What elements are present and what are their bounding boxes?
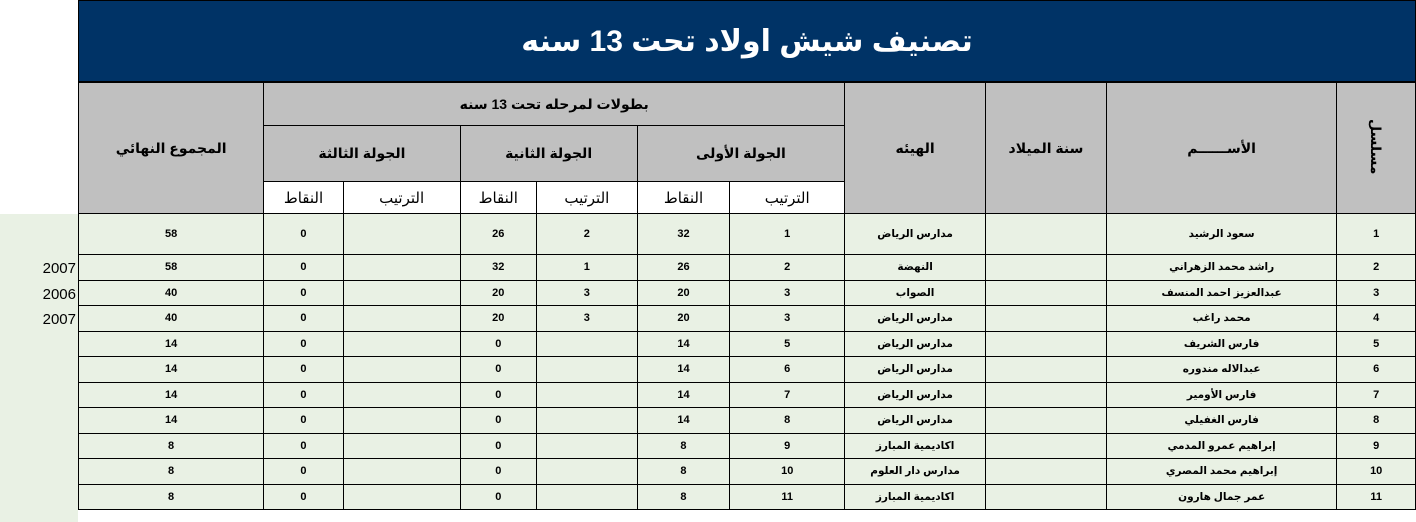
header-round2-rank[interactable]: الترتيب bbox=[537, 182, 638, 214]
side-year-cell[interactable]: 2006 bbox=[42, 285, 76, 303]
cell-birth-year[interactable] bbox=[986, 484, 1107, 510]
cell-round2-rank[interactable] bbox=[537, 331, 638, 357]
header-round3-points[interactable]: النقاط bbox=[264, 182, 344, 214]
cell-birth-year[interactable] bbox=[986, 357, 1107, 383]
cell-round2-rank[interactable] bbox=[537, 357, 638, 383]
cell-club[interactable]: مدارس دار العلوم bbox=[845, 459, 986, 485]
cell-serial[interactable]: 9 bbox=[1337, 433, 1416, 459]
header-serial-label: مسلسل bbox=[1368, 118, 1385, 175]
side-year-column bbox=[0, 256, 78, 333]
table-row bbox=[79, 484, 1416, 510]
cell-total[interactable]: 8 bbox=[79, 433, 264, 459]
table-row bbox=[79, 306, 1416, 332]
cell-club[interactable]: مدارس الرياض bbox=[845, 214, 986, 255]
cell-total[interactable]: 14 bbox=[79, 357, 264, 383]
header-serial[interactable] bbox=[1337, 83, 1416, 214]
spreadsheet bbox=[78, 0, 1416, 522]
cell-round2-points[interactable]: 32 bbox=[460, 255, 537, 281]
cell-serial[interactable]: 4 bbox=[1337, 306, 1416, 332]
cell-total[interactable]: 40 bbox=[79, 306, 264, 332]
cell-round1-rank[interactable]: 9 bbox=[730, 433, 845, 459]
cell-round3-rank[interactable] bbox=[343, 484, 460, 510]
cell-name[interactable]: عمر جمال هارون bbox=[1106, 484, 1337, 510]
cell-round3-rank[interactable] bbox=[343, 331, 460, 357]
cell-round3-rank[interactable] bbox=[343, 382, 460, 408]
header-round2-points[interactable]: النقاط bbox=[460, 182, 537, 214]
cell-serial[interactable]: 11 bbox=[1337, 484, 1416, 510]
cell-round1-rank[interactable]: 10 bbox=[730, 459, 845, 485]
ranking-table bbox=[78, 82, 1416, 510]
cell-round1-points[interactable]: 8 bbox=[637, 459, 730, 485]
cell-birth-year[interactable] bbox=[986, 280, 1107, 306]
cell-round2-points[interactable]: 0 bbox=[460, 357, 537, 383]
cell-round2-points[interactable]: 0 bbox=[460, 331, 537, 357]
header-club[interactable]: الهيئه bbox=[845, 83, 986, 214]
header-round1[interactable]: الجولة الأولى bbox=[637, 126, 844, 182]
side-year-cell[interactable]: 2007 bbox=[42, 260, 76, 277]
cell-round3-rank[interactable] bbox=[343, 408, 460, 434]
cell-round3-points[interactable]: 0 bbox=[264, 357, 344, 383]
cell-club[interactable]: مدارس الرياض bbox=[845, 408, 986, 434]
cell-round3-points[interactable]: 0 bbox=[264, 280, 344, 306]
cell-total[interactable]: 14 bbox=[79, 331, 264, 357]
cell-round2-rank[interactable] bbox=[537, 408, 638, 434]
table-row bbox=[79, 382, 1416, 408]
cell-name[interactable]: راشد محمد الزهراني bbox=[1106, 255, 1337, 281]
cell-birth-year[interactable] bbox=[986, 214, 1107, 255]
cell-birth-year[interactable] bbox=[986, 459, 1107, 485]
cell-round1-points[interactable]: 20 bbox=[637, 280, 730, 306]
cell-birth-year[interactable] bbox=[986, 331, 1107, 357]
cell-total[interactable]: 58 bbox=[79, 255, 264, 281]
cell-round2-rank[interactable]: 1 bbox=[537, 255, 638, 281]
cell-round3-rank[interactable] bbox=[343, 357, 460, 383]
cell-round2-points[interactable]: 26 bbox=[460, 214, 537, 255]
cell-serial[interactable]: 2 bbox=[1337, 255, 1416, 281]
header-round3-rank[interactable]: الترتيب bbox=[343, 182, 460, 214]
cell-round1-rank[interactable]: 2 bbox=[730, 255, 845, 281]
header-championships[interactable]: بطولات لمرحله تحت 13 سنه bbox=[264, 83, 845, 126]
cell-total[interactable]: 8 bbox=[79, 459, 264, 485]
cell-round1-points[interactable]: 26 bbox=[637, 255, 730, 281]
cell-round3-points[interactable]: 0 bbox=[264, 382, 344, 408]
cell-total[interactable]: 14 bbox=[79, 408, 264, 434]
cell-round3-rank[interactable] bbox=[343, 433, 460, 459]
cell-round1-points[interactable]: 20 bbox=[637, 306, 730, 332]
cell-birth-year[interactable] bbox=[986, 433, 1107, 459]
cell-round1-points[interactable]: 14 bbox=[637, 331, 730, 357]
cell-round3-points[interactable]: 0 bbox=[264, 408, 344, 434]
cell-round1-points[interactable]: 14 bbox=[637, 357, 730, 383]
header-round3[interactable]: الجولة الثالثة bbox=[264, 126, 460, 182]
cell-club[interactable]: مدارس الرياض bbox=[845, 357, 986, 383]
table-row bbox=[79, 357, 1416, 383]
cell-name[interactable]: إبراهيم عمرو المدمي bbox=[1106, 433, 1337, 459]
cell-serial[interactable]: 6 bbox=[1337, 357, 1416, 383]
side-year-cell[interactable]: 2007 bbox=[42, 311, 76, 328]
cell-round3-points[interactable]: 0 bbox=[264, 459, 344, 485]
cell-round1-points[interactable]: 14 bbox=[637, 408, 730, 434]
cell-serial[interactable]: 3 bbox=[1337, 280, 1416, 306]
cell-total[interactable]: 14 bbox=[79, 382, 264, 408]
cell-round2-rank[interactable] bbox=[537, 433, 638, 459]
cell-round2-rank[interactable]: 3 bbox=[537, 306, 638, 332]
cell-round1-rank[interactable]: 3 bbox=[730, 306, 845, 332]
cell-round1-points[interactable]: 32 bbox=[637, 214, 730, 255]
cell-round2-rank[interactable]: 3 bbox=[537, 280, 638, 306]
cell-round2-points[interactable]: 0 bbox=[460, 459, 537, 485]
cell-birth-year[interactable] bbox=[986, 382, 1107, 408]
cell-serial[interactable]: 7 bbox=[1337, 382, 1416, 408]
cell-round1-points[interactable]: 8 bbox=[637, 484, 730, 510]
cell-round3-points[interactable]: 0 bbox=[264, 331, 344, 357]
cell-round3-points[interactable]: 0 bbox=[264, 433, 344, 459]
cell-round2-points[interactable]: 0 bbox=[460, 382, 537, 408]
cell-club[interactable]: مدارس الرياض bbox=[845, 306, 986, 332]
sheet-title[interactable]: تصنيف شيش اولاد تحت 13 سنه bbox=[78, 0, 1416, 82]
table-row bbox=[79, 255, 1416, 281]
cell-round2-rank[interactable]: 2 bbox=[537, 214, 638, 255]
cell-total[interactable]: 58 bbox=[79, 214, 264, 255]
cell-round1-rank[interactable]: 5 bbox=[730, 331, 845, 357]
table-row bbox=[79, 280, 1416, 306]
cell-round2-rank[interactable] bbox=[537, 459, 638, 485]
cell-birth-year[interactable] bbox=[986, 408, 1107, 434]
header-birth-year[interactable]: سنة الميلاد bbox=[986, 83, 1107, 214]
cell-round3-rank[interactable] bbox=[343, 306, 460, 332]
cell-name[interactable]: سعود الرشيد bbox=[1106, 214, 1337, 255]
cell-club[interactable]: الصواب bbox=[845, 280, 986, 306]
cell-serial[interactable]: 8 bbox=[1337, 408, 1416, 434]
cell-club[interactable]: مدارس الرياض bbox=[845, 331, 986, 357]
cell-round2-points[interactable]: 0 bbox=[460, 484, 537, 510]
cell-round2-points[interactable]: 0 bbox=[460, 408, 537, 434]
cell-round1-rank[interactable]: 6 bbox=[730, 357, 845, 383]
table-row bbox=[79, 433, 1416, 459]
cell-name[interactable]: فارس الغفيلي bbox=[1106, 408, 1337, 434]
cell-round3-points[interactable]: 0 bbox=[264, 255, 344, 281]
cell-birth-year[interactable] bbox=[986, 306, 1107, 332]
cell-round3-rank[interactable] bbox=[343, 280, 460, 306]
header-round1-rank[interactable]: الترتيب bbox=[730, 182, 845, 214]
cell-birth-year[interactable] bbox=[986, 255, 1107, 281]
table-row bbox=[79, 214, 1416, 255]
cell-name[interactable]: محمد راغب bbox=[1106, 306, 1337, 332]
cell-name[interactable]: إبراهيم محمد المصري bbox=[1106, 459, 1337, 485]
cell-round3-rank[interactable] bbox=[343, 459, 460, 485]
cell-round1-rank[interactable]: 8 bbox=[730, 408, 845, 434]
cell-round2-rank[interactable] bbox=[537, 382, 638, 408]
cell-round3-points[interactable]: 0 bbox=[264, 306, 344, 332]
header-round2[interactable]: الجولة الثانية bbox=[460, 126, 637, 182]
cell-club[interactable]: اكاديمية المبارز bbox=[845, 484, 986, 510]
cell-total[interactable]: 40 bbox=[79, 280, 264, 306]
cell-club[interactable]: مدارس الرياض bbox=[845, 382, 986, 408]
cell-round1-rank[interactable]: 11 bbox=[730, 484, 845, 510]
cell-name[interactable]: عبدالعزيز احمد المنسف bbox=[1106, 280, 1337, 306]
cell-round2-points[interactable]: 20 bbox=[460, 280, 537, 306]
cell-round2-points[interactable]: 0 bbox=[460, 433, 537, 459]
table-row bbox=[79, 459, 1416, 485]
cell-round1-rank[interactable]: 1 bbox=[730, 214, 845, 255]
cell-total[interactable]: 8 bbox=[79, 484, 264, 510]
cell-round1-rank[interactable]: 3 bbox=[730, 280, 845, 306]
cell-name[interactable]: فارس الأومير bbox=[1106, 382, 1337, 408]
cell-name[interactable]: عبدالاله مندوره bbox=[1106, 357, 1337, 383]
cell-round3-rank[interactable] bbox=[343, 255, 460, 281]
header-total[interactable]: المجموع النهائي bbox=[79, 83, 264, 214]
cell-round3-points[interactable]: 0 bbox=[264, 484, 344, 510]
cell-club[interactable]: اكاديمية المبارز bbox=[845, 433, 986, 459]
header-name[interactable]: الأســــــم bbox=[1106, 83, 1337, 214]
cell-club[interactable]: النهضة bbox=[845, 255, 986, 281]
cell-round2-rank[interactable] bbox=[537, 484, 638, 510]
cell-round1-rank[interactable]: 7 bbox=[730, 382, 845, 408]
cell-round1-points[interactable]: 8 bbox=[637, 433, 730, 459]
cell-serial[interactable]: 10 bbox=[1337, 459, 1416, 485]
cell-name[interactable]: فارس الشريف bbox=[1106, 331, 1337, 357]
cell-serial[interactable]: 1 bbox=[1337, 214, 1416, 255]
cell-round3-points[interactable]: 0 bbox=[264, 214, 344, 255]
header-round1-points[interactable]: النقاط bbox=[637, 182, 730, 214]
cell-serial[interactable]: 5 bbox=[1337, 331, 1416, 357]
cell-round3-rank[interactable] bbox=[343, 214, 460, 255]
table-row bbox=[79, 331, 1416, 357]
cell-round2-points[interactable]: 20 bbox=[460, 306, 537, 332]
cell-round1-points[interactable]: 14 bbox=[637, 382, 730, 408]
table-row bbox=[79, 408, 1416, 434]
